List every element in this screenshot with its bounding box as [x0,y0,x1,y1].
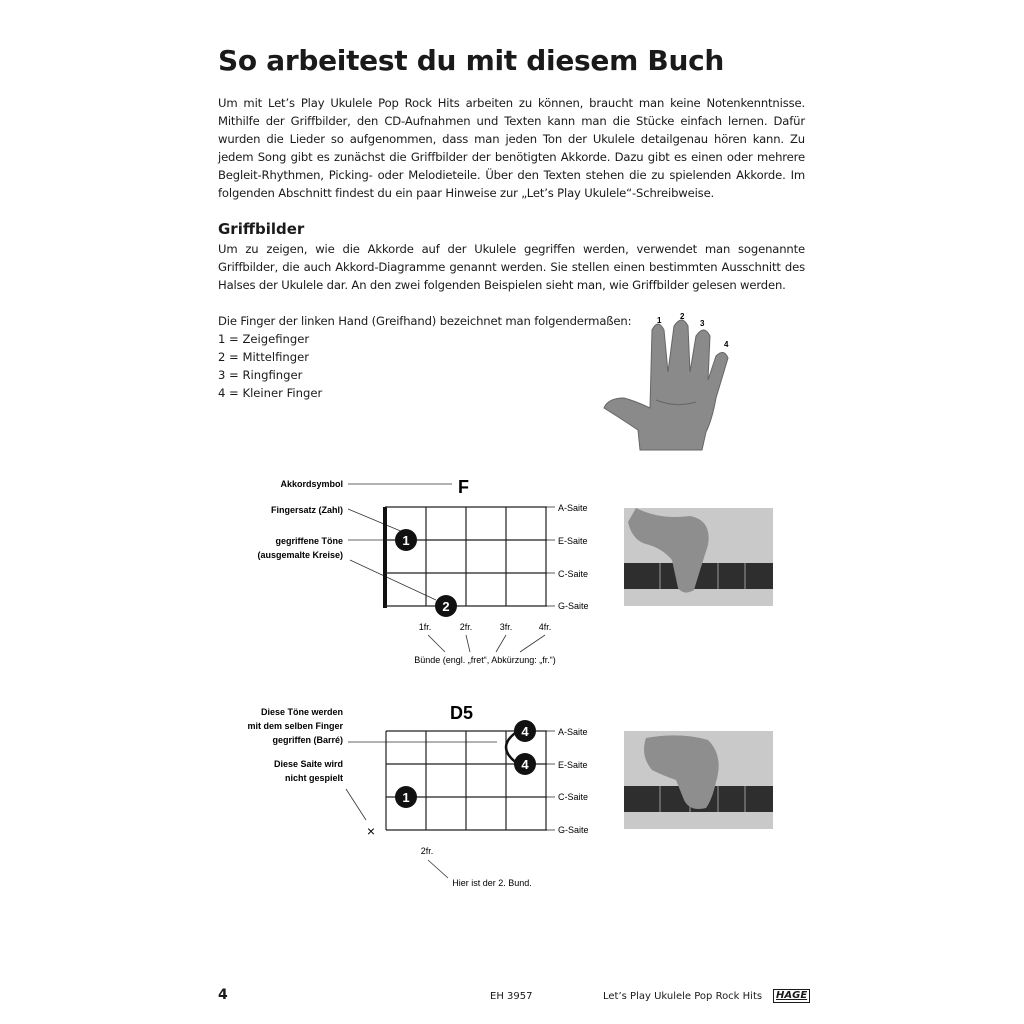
string-label: E-Saite [558,760,588,770]
list-item: 4 = Kleiner Finger [218,386,323,400]
label-barre: Diese Töne werden [260,707,343,717]
label-muted-string: Diese Saite wird [273,759,343,769]
finger-dot-number: 4 [521,757,529,772]
label-muted-string: nicht gespielt [284,773,343,783]
finger-dot-number: 1 [402,533,410,548]
fret-label: 1fr. [418,622,432,632]
string-label: G-Saite [558,601,589,611]
photo-f-chord [624,508,773,606]
finger-dot-number: 4 [521,724,529,739]
chord-symbol: F [458,477,469,497]
hand-illustration [604,312,729,450]
hand-number: 1 [657,316,662,325]
hand-number: 3 [700,319,705,328]
intro-paragraph: Um mit Let’s Play Ukulele Pop Rock Hits arbeiten zu können, braucht man keine Notenkenntnisse. Mithilfe der Griffbilder, den CD-Aufnahmen und Texten kann man die Stücke einfach lernen. Dafür wurden die Lieder so aufgenommen, dass man jeden Ton der Ukulele detailgenau hören kann. Zu jedem Song gibt es zunächst die Griffbilder der benötigten Akkorde. Dazu gibt es einen oder mehrere Begleit-Rhythmen, Picking- oder Melodieteile. Über den Texten stehen die zu spielenden Akkorde. Im folgenden Abschnitt findest du ein paar Hinweise zur „Let’s Play Ukulele“-Schreibweise. [218,96,805,200]
label-barre: gegriffen (Barré) [272,735,343,745]
fret-label: 2fr. [420,846,434,856]
hand-number: 4 [724,340,729,349]
label-barre: mit dem selben Finger [247,721,343,731]
fret-label: 4fr. [538,622,552,632]
string-label: A-Saite [558,503,588,513]
string-label: C-Saite [558,569,589,579]
fret-label: 3fr. [499,622,513,632]
publisher-logo: HAGE [773,989,810,1003]
label-fingering: Fingersatz (Zahl) [270,505,343,515]
string-label: A-Saite [558,727,588,737]
fret-label: 2fr. [459,622,473,632]
muted-marker: × [366,823,376,839]
finger-dot-number: 1 [402,790,410,805]
string-label: G-Saite [558,825,589,835]
chord-diagram-f [257,477,588,665]
fret-note: Bünde (engl. „fret“, Abkürzung: „fr.“) [414,655,556,665]
label-pressed-notes: (ausgemalte Kreise) [257,550,343,560]
book-title: Let’s Play Ukulele Pop Rock Hits [603,991,763,1002]
page-number: 4 [218,987,228,1003]
photo-d5-chord [624,731,773,829]
fret-note: Hier ist der 2. Bund. [452,878,532,888]
page-title: So arbeitest du mit diesem Buch [218,44,725,77]
chord-symbol: D5 [450,703,474,723]
string-label: C-Saite [558,792,589,802]
finger-dot-number: 2 [442,599,450,614]
edition-code: EH 3957 [490,991,533,1002]
chord-diagram-d5 [247,703,588,888]
section-heading: Griffbilder [218,220,305,238]
label-pressed-notes: gegriffene Töne [275,536,343,546]
list-item: 3 = Ringfinger [218,368,303,382]
list-item: 2 = Mittelfinger [218,350,310,364]
hand-number: 2 [680,312,685,321]
label-chord-symbol: Akkordsymbol [280,479,343,489]
list-item: 1 = Zeigefinger [218,332,310,346]
section-paragraph: Um zu zeigen, wie die Akkorde auf der Ukulele gegriffen werden, verwendet man sogenannte Griffbilder, die auch Akkord-Diagramme genannt werden. Sie stellen einen bestimmten Ausschnitt des Halses der Ukulele dar. An den zwei folgenden Beispielen sieht man, wie Griffbilder gelesen werden. [218,242,805,292]
string-label: E-Saite [558,536,588,546]
finger-intro: Die Finger der linken Hand (Greifhand) bezeichnet man folgendermaßen: [218,314,632,328]
